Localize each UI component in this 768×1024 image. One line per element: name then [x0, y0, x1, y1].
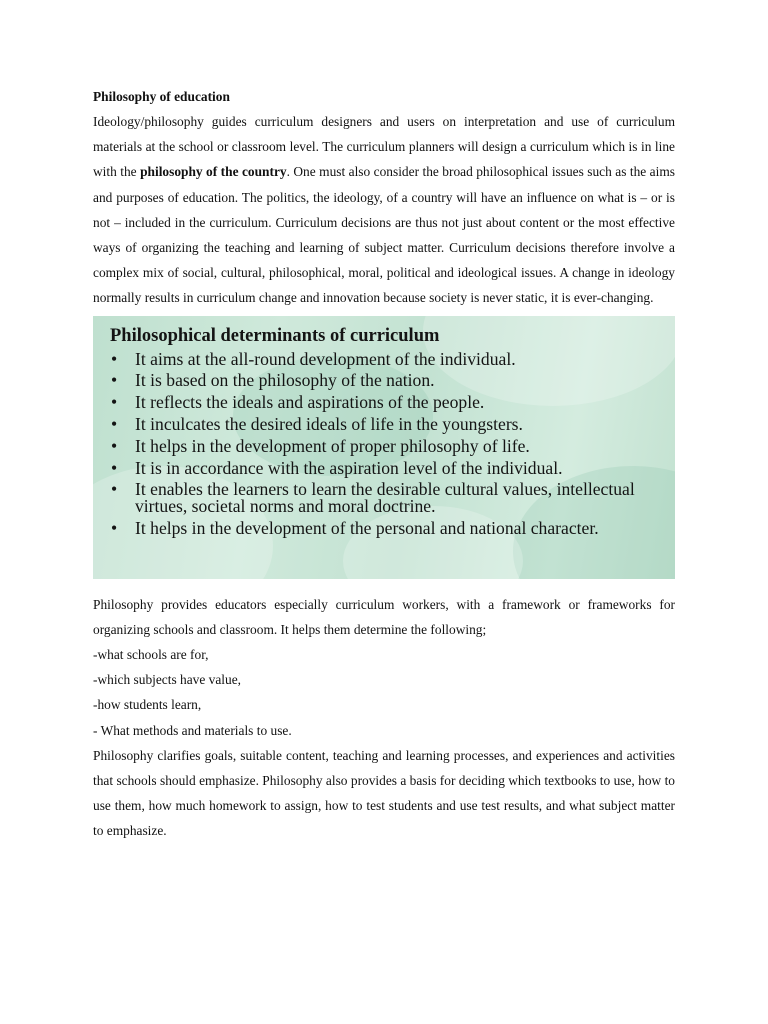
framework-section	[93, 592, 675, 844]
list-item: • It is in accordance with the aspiration level of the individual.	[111, 457, 563, 478]
intro-text-start: Ideology/philosophy guides curriculum designers and users on interpretation and use of curriculum materials at the school or classroom level. The curriculum planners will design a curriculum which is in line with the	[93, 114, 675, 180]
list-item: • It is based on the philosophy of the nation.	[111, 370, 435, 391]
list-item: • It reflects the ideals and aspirations of the people.	[111, 392, 485, 413]
list-item: • It aims at the all-round development of the individual.	[111, 348, 516, 369]
framework-paragraph: Philosophy provides educators especially curriculum workers, with a framework or frameworks for organizing schools and classroom. It helps them determine the following;	[93, 596, 675, 637]
list-line: -how students learn,	[93, 697, 202, 713]
document-page	[93, 84, 675, 844]
list-item: • It inculcates the desired ideals of life in the youngsters.	[111, 414, 523, 435]
intro-text-end: . One must also consider the broad philosophical issues such as the aims and purposes of education. The politics, the ideology, of a country will have an influence on what is – or is not – included in the curriculum. Curriculum decisions are thus not just about content or the most effective ways of organizing the teaching and learning of subject matter. Curriculum decisions therefore involve a complex mix of social, cultural, philosophical, moral, political and ideological issues. A change in ideology normally results in curriculum change and innovation because society is never static, it is ever-changing.	[93, 164, 675, 306]
section-heading: Philosophy of education	[93, 89, 230, 104]
intro-paragraph	[93, 109, 675, 311]
list-line: -which subjects have value,	[93, 672, 241, 688]
list-item: • It enables the learners to learn the desirable cultural values, intellectual virtues, societal norms and moral doctrine.	[111, 479, 635, 517]
determinants-list	[110, 349, 665, 541]
intro-bold-phrase: philosophy of the country	[140, 164, 287, 180]
list-item: • It helps in the development of proper philosophy of life.	[111, 435, 530, 456]
list-line: - What methods and materials to use.	[93, 722, 292, 738]
figure-title: Philosophical determinants of curriculum	[110, 325, 440, 346]
list-item: • It helps in the development of the personal and national character.	[111, 518, 599, 539]
list-line: -what schools are for,	[93, 647, 209, 663]
determinants-figure	[93, 316, 675, 579]
closing-paragraph: Philosophy clarifies goals, suitable content, teaching and learning processes, and experiences and activities that schools should emphasize. Philosophy also provides a basis for deciding which textbooks to use, how to use them, how much homework to assign, how to test students and use test results, and what subject matter to emphasize.	[93, 747, 675, 839]
